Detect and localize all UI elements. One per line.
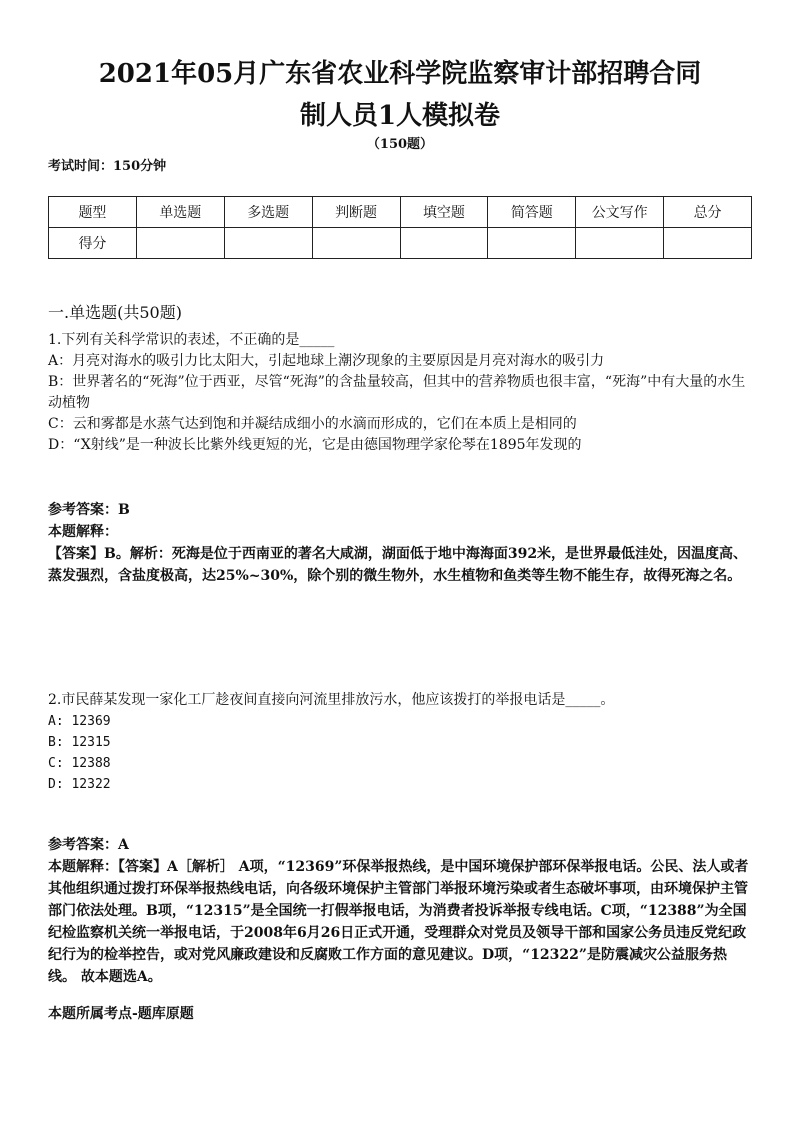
score-header-cell: 简答题 — [488, 197, 576, 228]
score-cell — [576, 228, 664, 259]
score-cell — [664, 228, 752, 259]
explanation-label: 本题解释： — [48, 524, 118, 540]
score-header-cell: 公文写作 — [576, 197, 664, 228]
page-title-line-1: 2021年05月广东省农业科学院监察审计部招聘合同 — [98, 59, 702, 89]
score-row-label: 得分 — [49, 228, 137, 259]
score-cell — [488, 228, 576, 259]
footer-note: 本题所属考点-题库原题 — [48, 1006, 194, 1022]
option-c: C: 12388 — [48, 756, 111, 771]
option-a: A: 12369 — [48, 714, 111, 729]
score-header-cell: 单选题 — [136, 197, 224, 228]
score-header-cell: 多选题 — [224, 197, 312, 228]
option-d: D：“X射线”是一种波长比紫外线更短的光，它是由德国物理学家伦琴在1895年发现的 — [48, 437, 582, 453]
explanation-text: 【答案】B。解析：死海是位于西南亚的著名大咸湖，湖面低于地中海海面392米，是世界最低洼处，因温度高、蒸发强烈，含盐度极高，达25%~30%，除个别的微生物外，水生植物和鱼类等生物不能生存，故得死海之名。 — [48, 546, 748, 584]
question-count: （150题） — [366, 137, 434, 152]
question-stem: 1.下列有关科学常识的表述，不正确的是_____ — [48, 332, 335, 348]
score-table-score-row — [49, 228, 752, 259]
question-1 — [48, 330, 752, 456]
question-stem: 2.市民薛某发现一家化工厂趁夜间直接向河流里排放污水，他应该拨打的举报电话是_____。 — [48, 692, 615, 708]
score-table — [48, 196, 752, 259]
answer-block-1 — [48, 499, 752, 587]
score-header-cell: 填空题 — [400, 197, 488, 228]
option-d: D: 12322 — [48, 777, 111, 792]
score-cell — [400, 228, 488, 259]
reference-answer: 参考答案：B — [48, 502, 130, 518]
score-table-header-row — [49, 197, 752, 228]
score-header-cell: 总分 — [664, 197, 752, 228]
score-cell — [224, 228, 312, 259]
score-header-cell: 题型 — [49, 197, 137, 228]
page-title-line-2: 制人员1人模拟卷 — [299, 101, 501, 131]
score-cell — [136, 228, 224, 259]
option-a: A：月亮对海水的吸引力比太阳大，引起地球上潮汐现象的主要原因是月亮对海水的吸引力 — [48, 353, 605, 369]
option-c: C：云和雾都是水蒸气达到饱和并凝结成细小的水滴而形成的，它们在本质上是相同的 — [48, 416, 577, 432]
option-b: B：世界著名的“死海”位于西亚，尽管“死海”的含盐量较高，但其中的营养物质也很丰富，“死海”中有大量的水生动植物 — [48, 374, 746, 411]
option-b: B: 12315 — [48, 735, 111, 750]
score-header-cell: 判断题 — [312, 197, 400, 228]
explanation-text: 本题解释：【答案】A［解析］ A项，“12369”环保举报热线，是中国环境保护部环保举报电话。公民、法人或者其他组织通过拨打环保举报热线电话，向各级环境保护主管部门举报环境污染或者生态破坏事项，由环境保护主管部门依法处理。B项，“12315”是全国统一打假举报电话，为消费者投诉举报专线电话。C项，“12388”为全国纪检监察机关统一举报电话，于2008年6月26日正式开通，受理群众对党员及领导干部和国家公务员违反党纪政纪行为的检举控告，或对党风廉政建设和反腐败工作方面的意见建议。D项，“12322”是防震减灾公益服务热线。 故本题选A。 — [48, 859, 749, 985]
answer-block-2 — [48, 834, 752, 988]
reference-answer: 参考答案：A — [48, 837, 129, 853]
section-title: 一.单选题(共50题) — [48, 303, 182, 322]
score-cell — [312, 228, 400, 259]
question-2 — [48, 690, 752, 795]
exam-time: 考试时间：150分钟 — [48, 159, 167, 174]
